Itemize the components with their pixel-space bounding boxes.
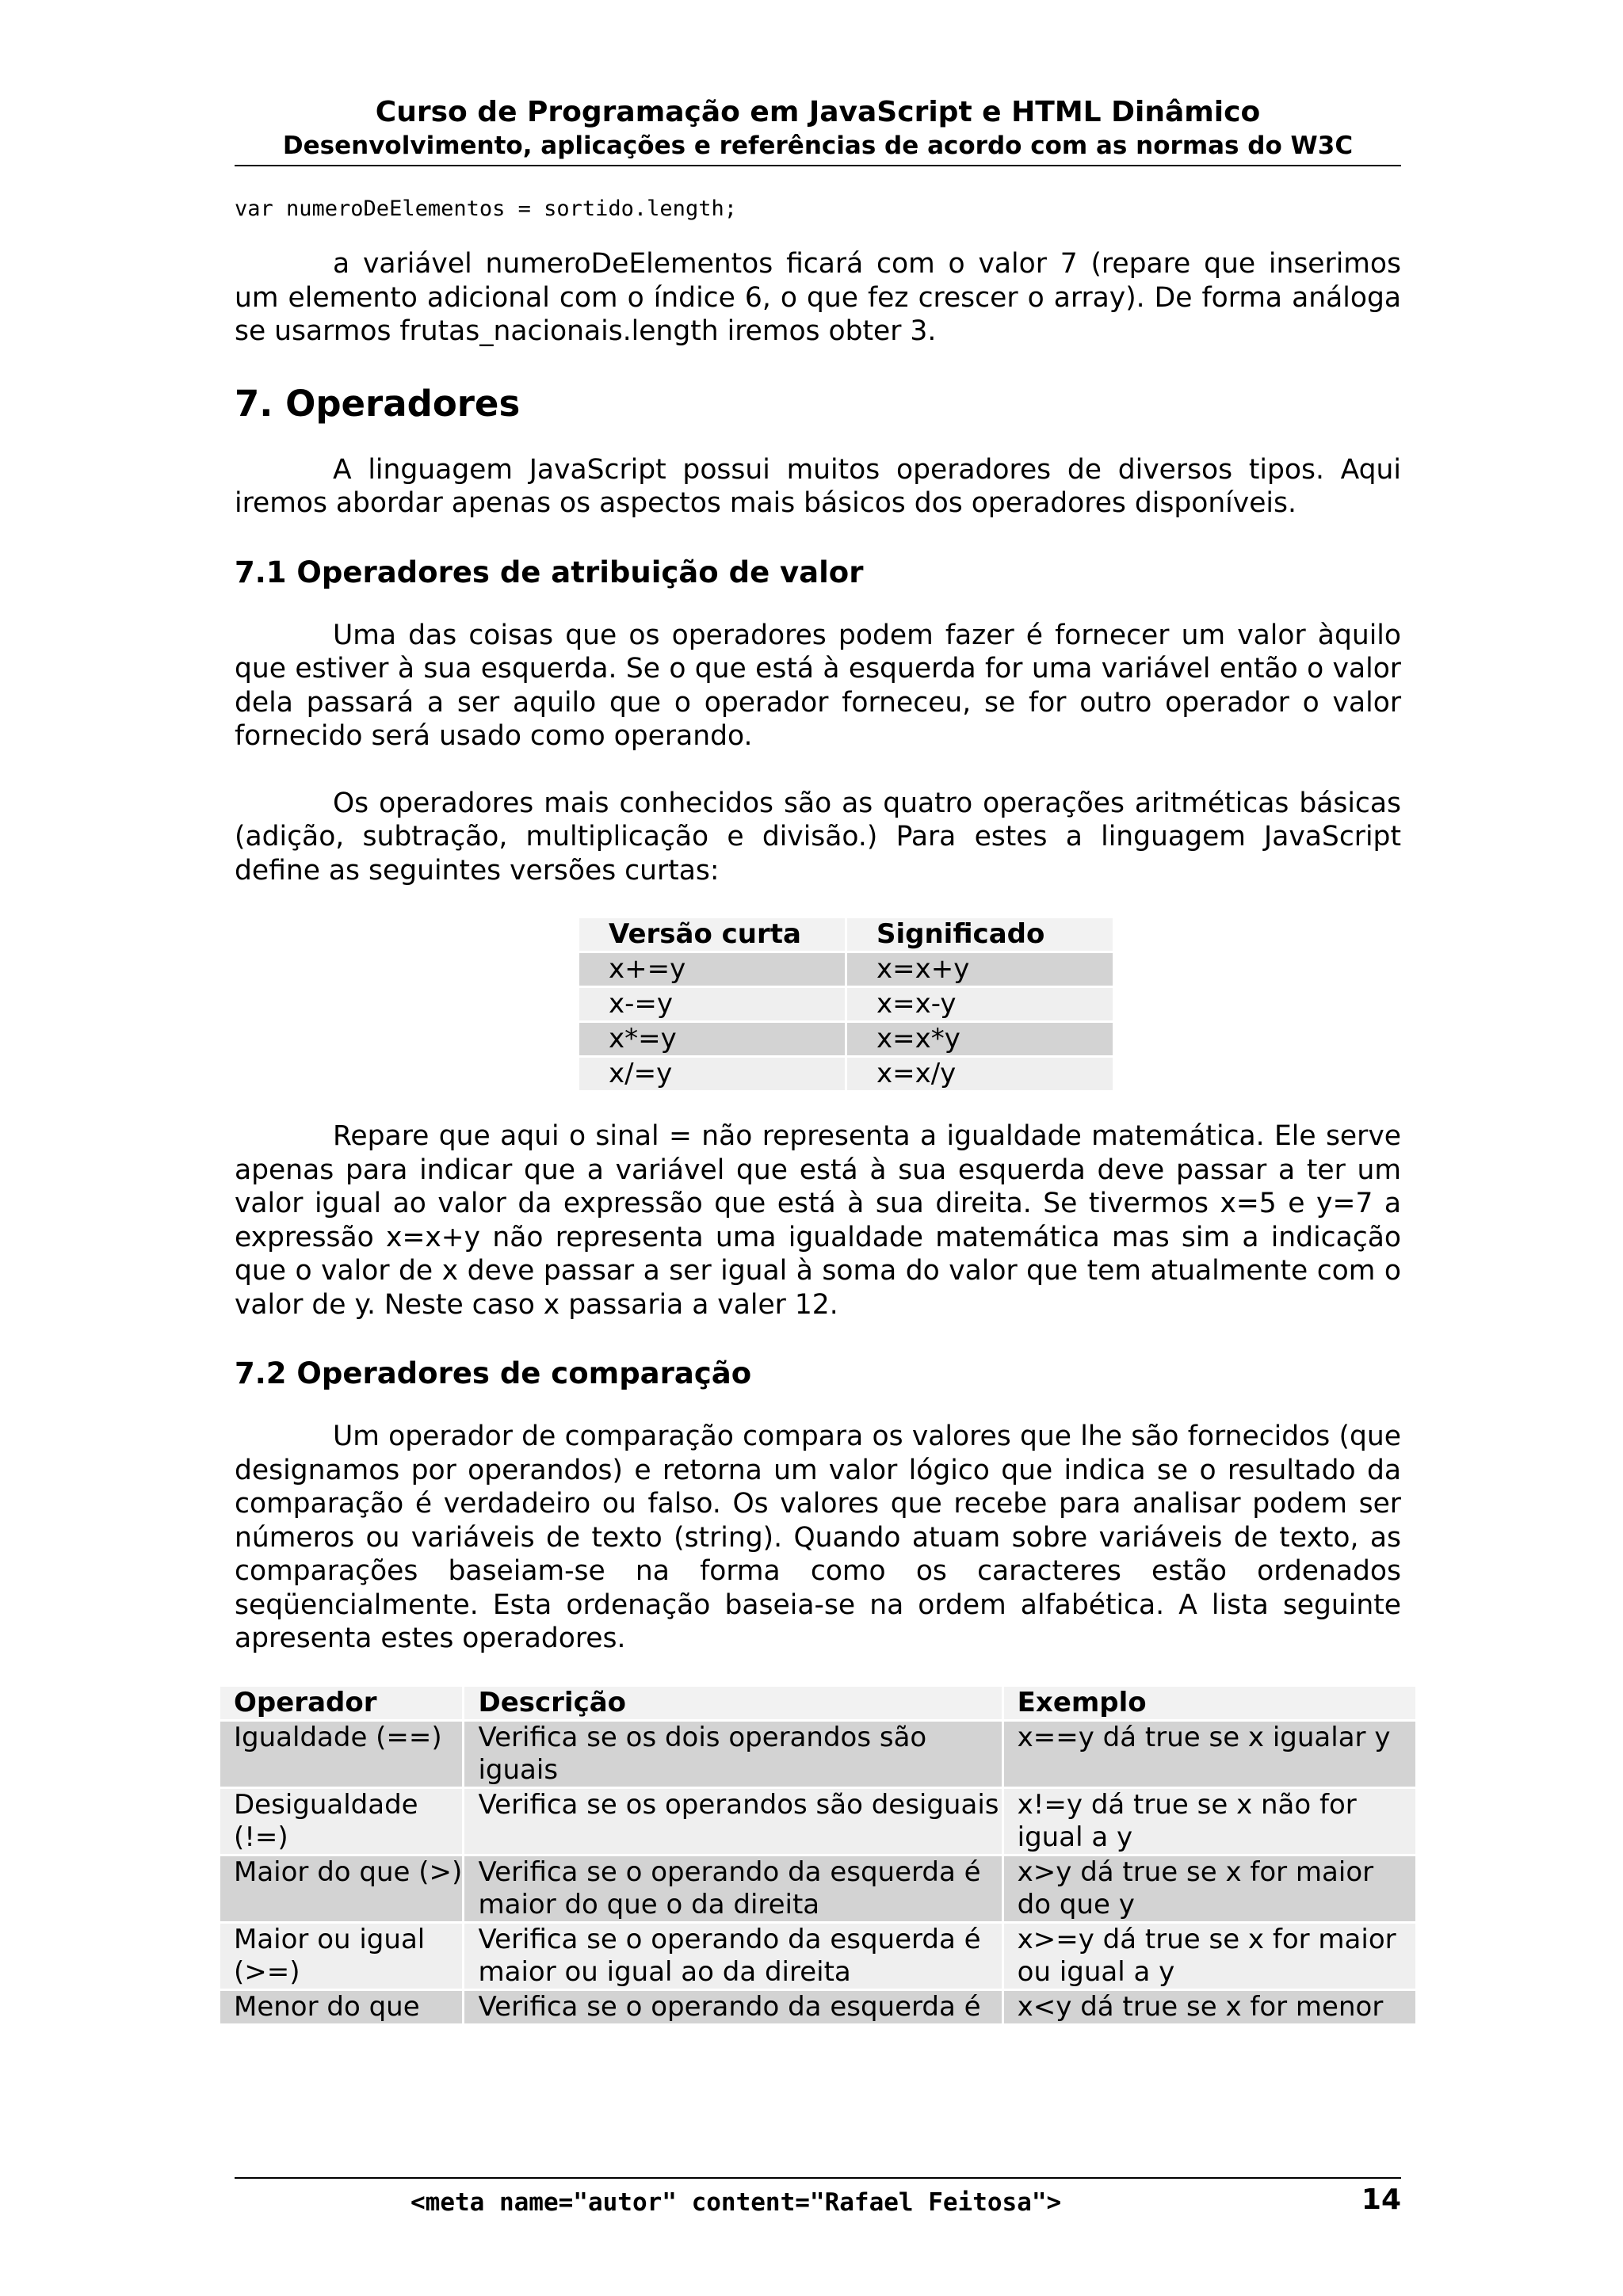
paragraph: A linguagem JavaScript possui muitos operadores de diversos tipos. Aqui iremos abordar apenas os aspectos mais básicos dos operadores disponíveis. — [235, 453, 1401, 519]
short-operators-table — [577, 916, 1115, 1093]
table-row — [220, 1924, 1415, 1989]
table-cell: x!=y dá true se x não for igual a y — [1004, 1789, 1415, 1854]
comparison-operators-table — [218, 1684, 1418, 2026]
table-cell: Verifica se os dois operandos são iguais — [464, 1722, 1001, 1787]
section-heading: 7. Operadores — [235, 382, 521, 425]
table-header-cell: Exemplo — [1004, 1687, 1415, 1719]
code-line: var numeroDeElementos = sortido.length; — [235, 196, 737, 221]
page-header — [235, 95, 1401, 166]
table-cell: Maior ou igual (>=) — [220, 1924, 462, 1989]
table-cell: x/=y — [579, 1058, 845, 1090]
table-cell: Verifica se o operando da esquerda é — [464, 1991, 1001, 2023]
table-row — [579, 953, 1113, 986]
table-cell: Igualdade (==) — [220, 1722, 462, 1787]
table-cell: x<y dá true se x for menor — [1004, 1991, 1415, 2023]
table-row — [220, 1991, 1415, 2023]
table-cell: x=x/y — [847, 1058, 1113, 1090]
subsection-heading: 7.1 Operadores de atribuição de valor — [235, 555, 864, 589]
table-cell: x=x+y — [847, 953, 1113, 986]
footer-meta-tag: <meta name="autor" content="Rafael Feitosa"> — [411, 2188, 1062, 2217]
table-header-cell: Significado — [847, 918, 1113, 951]
paragraph: Um operador de comparação compara os valores que lhe são fornecidos (que designamos por operandos) e retorna um valor lógico que indica se o resultado da comparação é verdadeiro ou falso. Os valores que recebe para analisar podem ser números ou variáveis de texto (string). Quando atuam sobre variáveis de texto, as comparações baseiam-se na forma como os caracteres estão ordenados seqüencialmente. Esta ordenação baseia-se na ordem alfabética. A lista seguinte apresenta estes operadores. — [235, 1421, 1401, 1654]
page-number: 14 — [1361, 2183, 1401, 2216]
table-header-cell: Operador — [220, 1687, 462, 1719]
table-cell: Verifica se os operandos são desiguais — [464, 1789, 1001, 1854]
header-subtitle: Desenvolvimento, aplicações e referências de acordo com as normas do W3C — [282, 132, 1354, 160]
table-row — [220, 1789, 1415, 1854]
table-cell: x-=y — [579, 988, 845, 1020]
table-cell: x*=y — [579, 1023, 845, 1055]
paragraph: Repare que aqui o sinal = não representa a igualdade matemática. Ele serve apenas para indicar que a variável que está à sua esquerda deve passar a ter um valor igual ao valor da expressão que está à sua direita. Se tivermos x=5 e y=7 a expressão x=x+y não representa uma igualdade matemática mas sim a indicação que o valor de x deve passar a ser igual à soma do valor que tem atualmente com o valor de y. Neste caso x passaria a valer 12. — [235, 1120, 1401, 1321]
table-cell: x=x*y — [847, 1023, 1113, 1055]
page-footer — [235, 2177, 1401, 2226]
table-row — [220, 1856, 1415, 1921]
table-header-row — [579, 918, 1113, 951]
paragraph: Os operadores mais conhecidos são as quatro operações aritméticas básicas (adição, subtração, multiplicação e divisão.) Para estes a linguagem JavaScript define as seguintes versões curtas: — [235, 787, 1401, 887]
table-cell: Verifica se o operando da esquerda é maior do que o da direita — [464, 1856, 1001, 1921]
table-cell: x==y dá true se x igualar y — [1004, 1722, 1415, 1787]
table-row — [579, 1023, 1113, 1055]
table-row — [579, 988, 1113, 1020]
paragraph: a variável numeroDeElementos ficará com o valor 7 (repare que inserimos um elemento adicional com o índice 6, o que fez crescer o array). De forma análoga se usarmos frutas_nacionais.length iremos obter 3. — [235, 248, 1401, 347]
page-content — [235, 185, 1401, 2026]
header-title: Curso de Programação em JavaScript e HTML Dinâmico — [375, 96, 1261, 128]
table-cell: x>=y dá true se x for maior ou igual a y — [1004, 1924, 1415, 1989]
table-cell: x>y dá true se x for maior do que y — [1004, 1856, 1415, 1921]
subsection-heading: 7.2 Operadores de comparação — [235, 1356, 752, 1390]
table-header-cell: Versão curta — [579, 918, 845, 951]
table-row — [220, 1722, 1415, 1787]
table-cell: Verifica se o operando da esquerda é maior ou igual ao da direita — [464, 1924, 1001, 1989]
paragraph: Uma das coisas que os operadores podem fazer é fornecer um valor àquilo que estiver à sua esquerda. Se o que está à esquerda for uma variável então o valor dela passará a ser aquilo que o operador forneceu, se for outro operador o valor fornecido será usado como operando. — [235, 619, 1401, 752]
table-cell: x=x-y — [847, 988, 1113, 1020]
table-header-cell: Descrição — [464, 1687, 1001, 1719]
table-cell: Desigualdade (!=) — [220, 1789, 462, 1854]
table-cell: Menor do que — [220, 1991, 462, 2023]
table-cell: x+=y — [579, 953, 845, 986]
table-cell: Maior do que (>) — [220, 1856, 462, 1921]
table-header-row — [220, 1687, 1415, 1719]
table-row — [579, 1058, 1113, 1090]
